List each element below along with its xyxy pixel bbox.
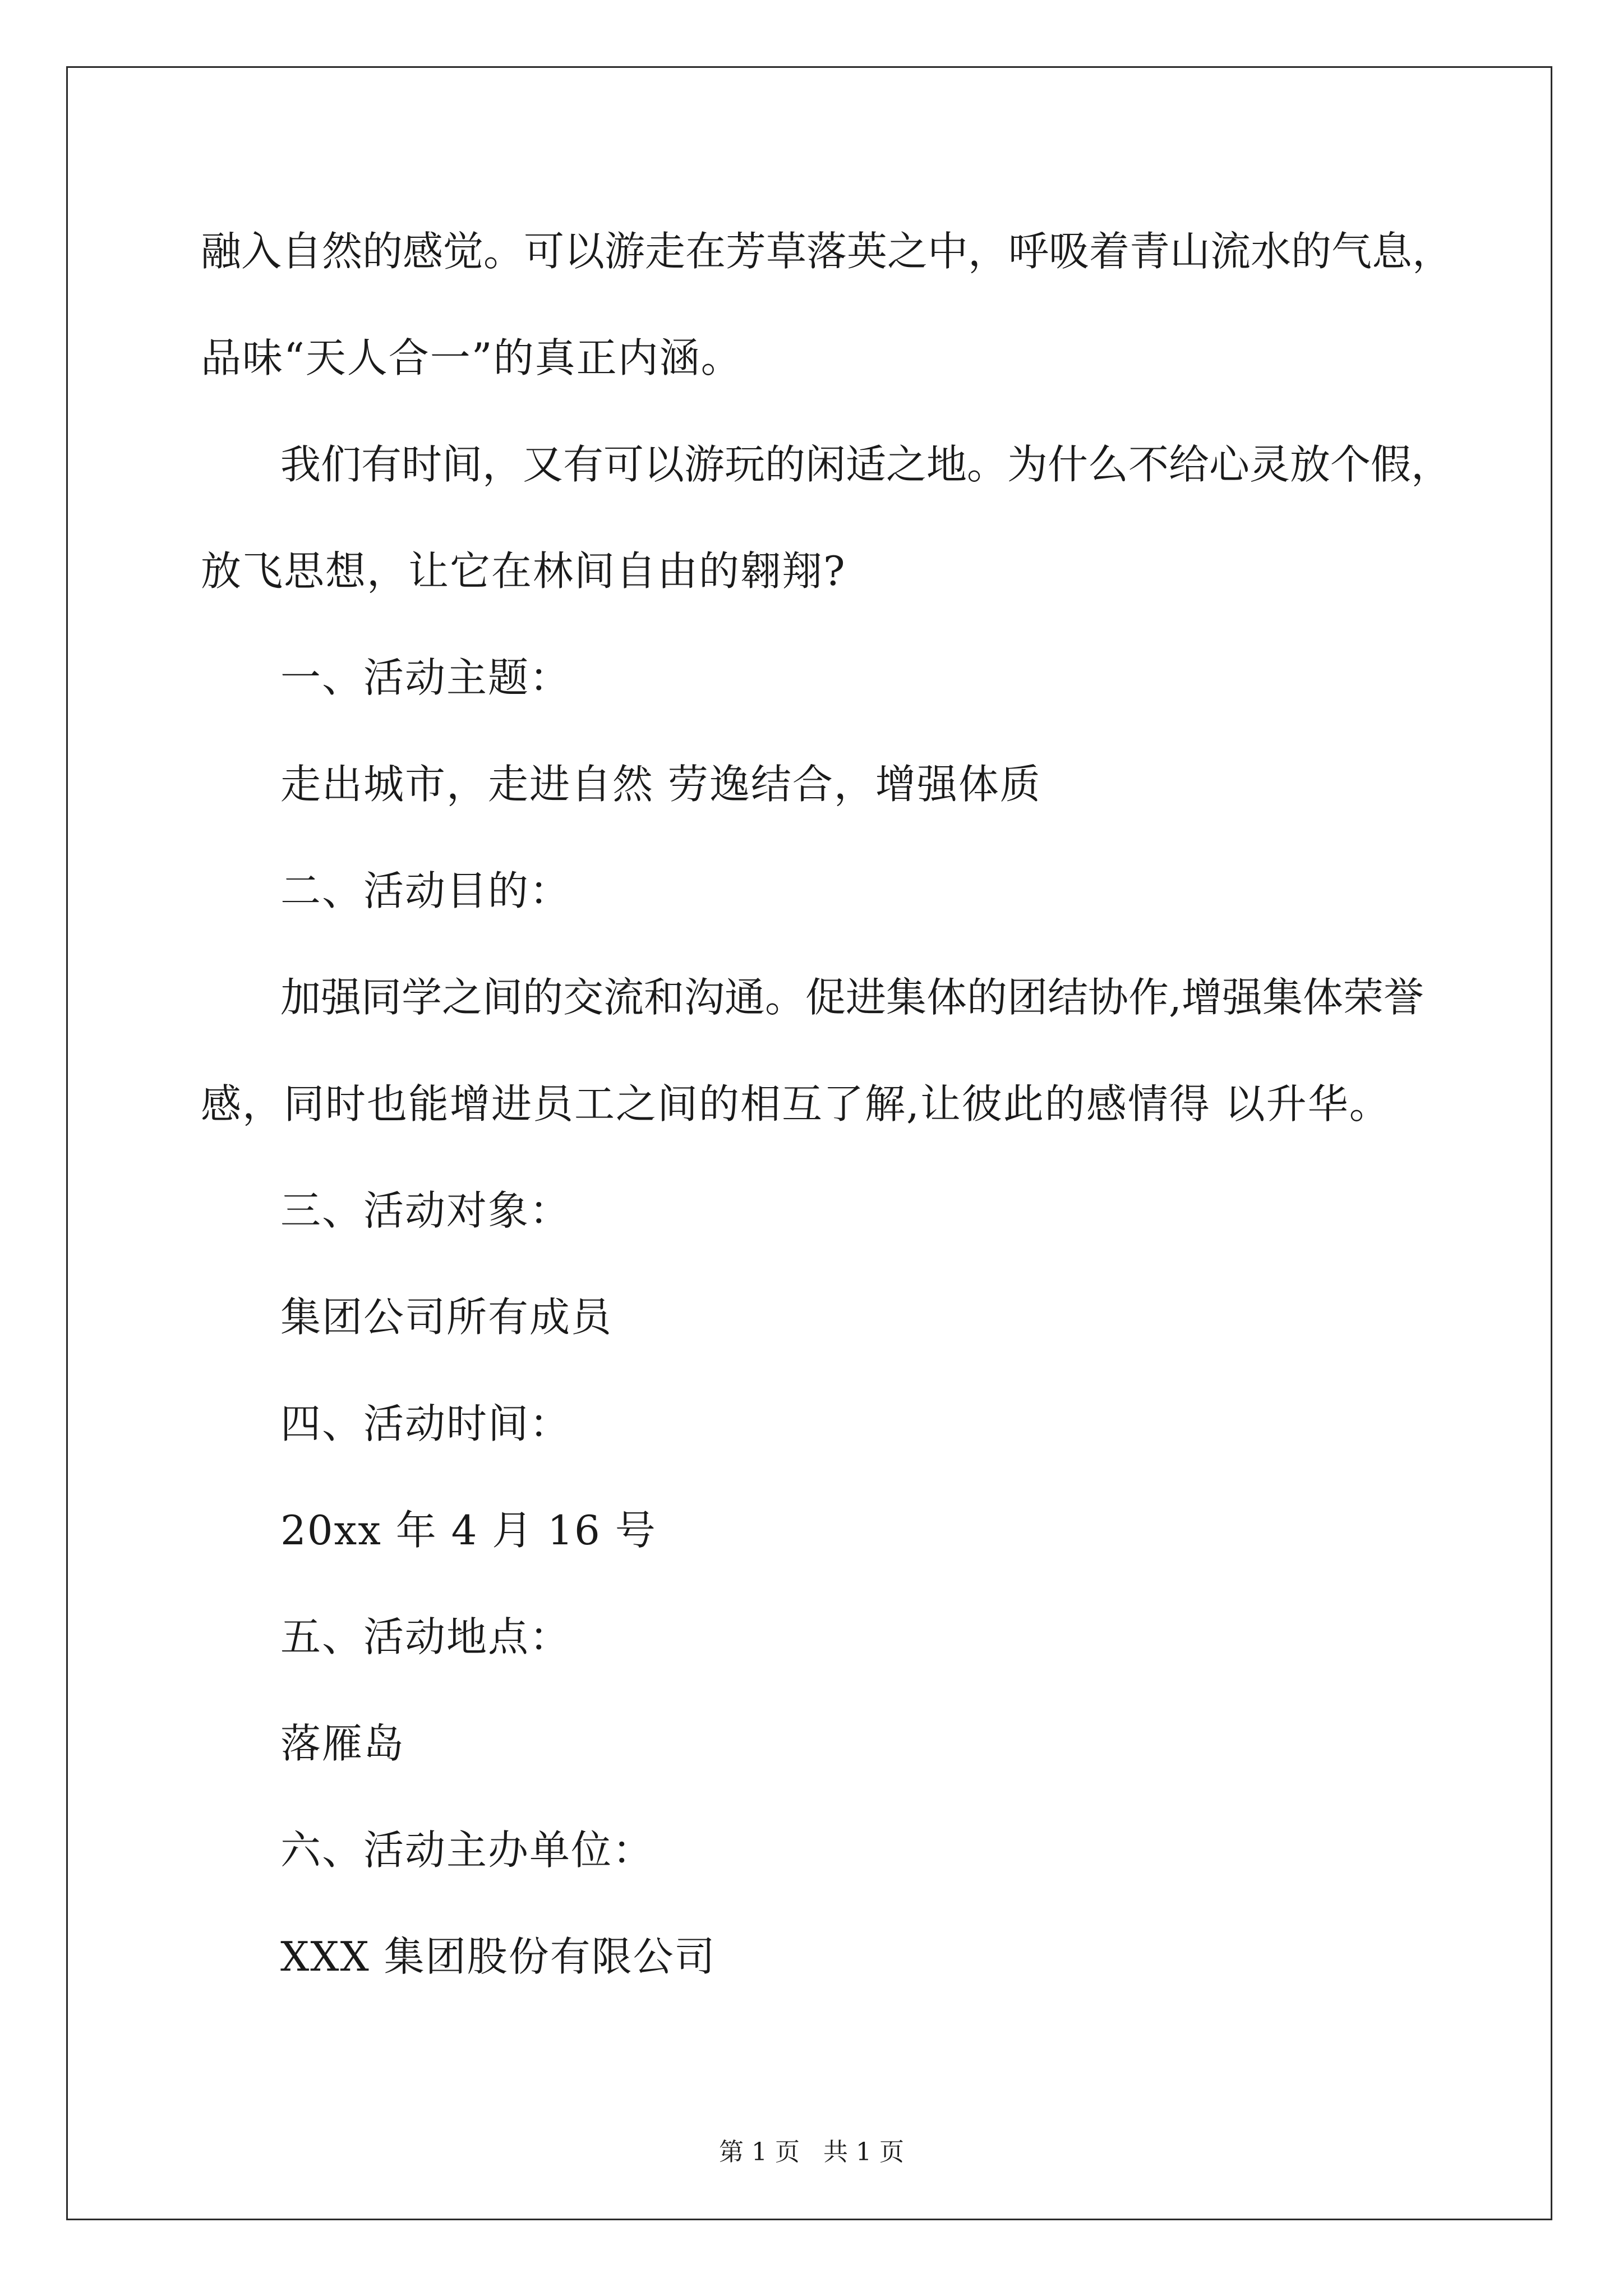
paragraph-line: 品味“天人合一”的真正内涵。 [201,334,743,381]
section-heading-target: 三、活动对象： [280,1187,571,1234]
section-heading-time: 四、活动时间： [280,1400,571,1447]
page-frame [66,66,1552,2220]
section-body-organizer: XXX 集团股份有限公司 [280,1933,716,1980]
paragraph-line: 加强同学之间的交流和沟通。促进集体的团结协作,增强集体荣誉 [280,974,1424,1021]
section-heading-purpose: 二、活动目的： [280,867,571,914]
section-body-target: 集团公司所有成员 [280,1294,613,1341]
paragraph-line: 我们有时间，又有可以游玩的闲适之地。为什么不给心灵放个假， [280,441,1452,488]
section-heading-organizer: 六、活动主办单位： [280,1826,654,1874]
paragraph-line: 感，同时也能增进员工之间的相互了解,让彼此的感情得 以升华。 [201,1080,1391,1128]
paragraph-line: 融入自然的感觉。可以游走在芳草落英之中，呼吸着青山流水的气息， [201,228,1453,275]
section-body-theme: 走出城市，走进自然 劳逸结合，增强体质 [280,761,1041,808]
section-heading-location: 五、活动地点： [280,1613,571,1660]
section-heading-theme: 一、活动主题： [280,654,571,701]
section-body-location: 落雁岛 [280,1720,405,1767]
section-body-time: 20xx 年 4 月 16 号 [280,1507,657,1554]
paragraph-line: 放飞思想，让它在林间自由的翱翔? [201,547,846,595]
page-number: 第 1 页 共 1 页 [719,2138,904,2166]
